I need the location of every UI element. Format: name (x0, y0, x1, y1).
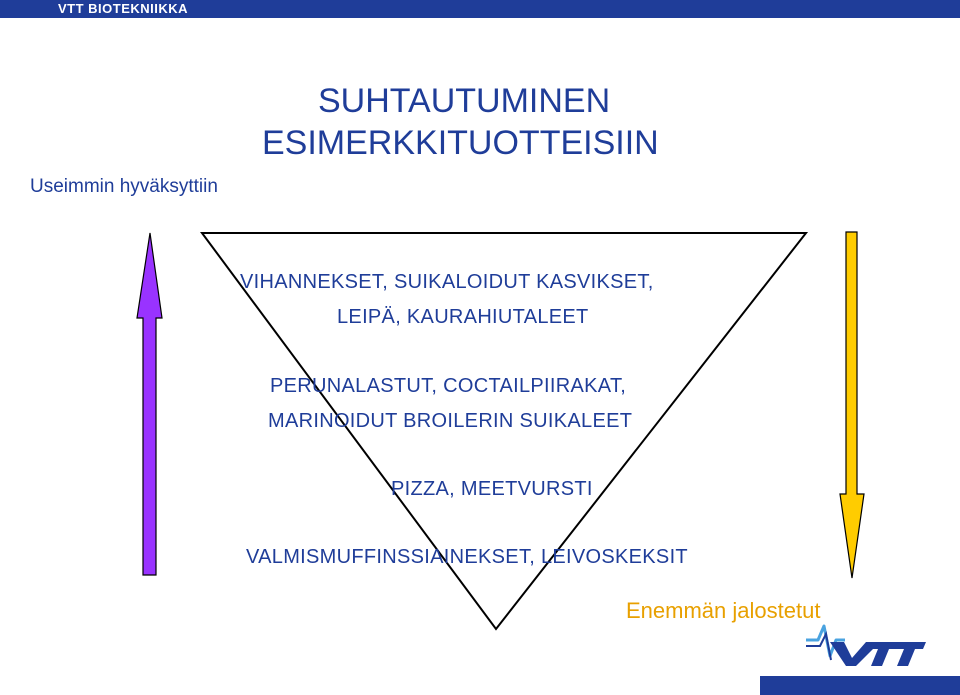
up-arrow-icon (137, 233, 162, 575)
tier-3-line-1: PIZZA, MEETVURSTI (391, 478, 593, 500)
more-processed-label: Enemmän jalostetut (626, 598, 821, 623)
footer-bar (760, 676, 960, 695)
tier-2-line-1: PERUNALASTUT, COCTAILPIIRAKAT, (270, 375, 627, 397)
vtt-wave-logo (806, 626, 926, 666)
tier-4-line-1: VALMISMUFFINSSIAINEKSET, LEIVOSKEKSIT (246, 546, 688, 568)
header-label: VTT BIOTEKNIIKKA (58, 1, 189, 16)
title-line-1: SUHTAUTUMINEN (318, 82, 611, 120)
tier-1-line-1: VIHANNEKSET, SUIKALOIDUT KASVIKSET, (240, 271, 654, 293)
tier-1-line-2: LEIPÄ, KAURAHIUTALEET (337, 306, 589, 328)
most-accepted-label: Useimmin hyväksyttiin (30, 176, 218, 197)
title-line-2: ESIMERKKITUOTTEISIIN (262, 124, 659, 162)
tier-2-line-2: MARINOIDUT BROILERIN SUIKALEET (268, 410, 633, 432)
down-arrow-icon (840, 232, 864, 578)
